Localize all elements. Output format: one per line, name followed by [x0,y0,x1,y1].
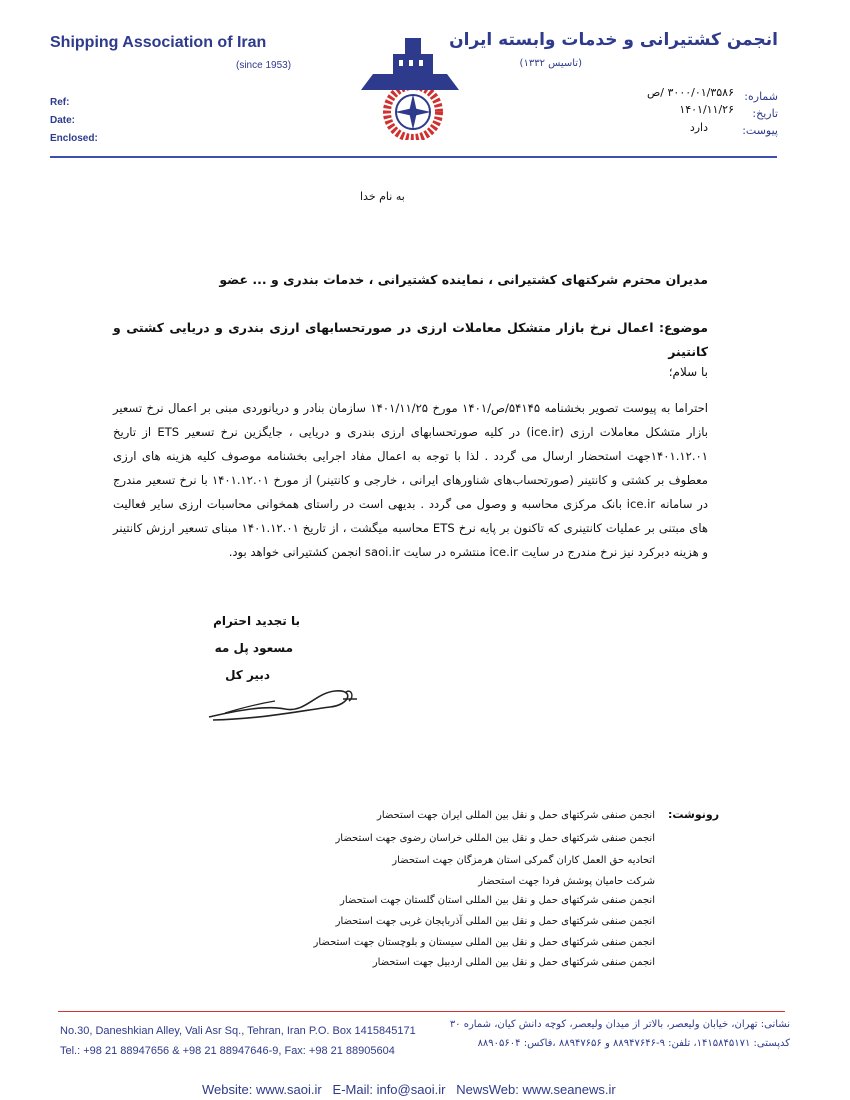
cc-item: اتحادیه حق العمل کاران گمرکی استان هرمزگان جهت استحضار [392,855,655,866]
date-label-fa: تاریخ: [752,107,778,120]
attachment-value: دارد [689,121,708,134]
cc-label: رونوشت: [668,808,720,821]
footer-divider [58,1011,785,1012]
signer-title: دبیر کل [225,668,270,682]
letter-body: احتراما به پیوست تصویر بخشنامه ۵۴۱۴۵/ص/۱۴۰۱ مورخ ۱۴۰۱/۱۱/۲۵ سازمان بنادر و دریانوردی مبنی بر اعمال نرخ تسعیر بازار متشکل معاملات ارزی (ice.ir) در کلیه صورتحسابهای ارزی بندری و دریایی ، جایگزین نرخ تسعیر ETS از تاریخ ۱۴۰۱.۱۲.۰۱جهت استحضار ارسال می گردد . لذا با توجه به اعمال مفاد اجرایی بخشنامه موصوف کلیه هزینه های ارزی معطوف بر کشتی و کانتینر (صورتحساب‌های شناورهای ایرانی ، خارجی و کانتینر) از مورخ ۱۴۰۱.۱۲.۰۱ با نرخ تسعیر مندرج در سامانه ice.ir بانک مرکزی محاسبه و وصول می گردد . بدیهی است در راستای همخوانی محاسبات ارزی سایر فعالیت های مبتنی بر عملیات کانتینری که تاکنون بر پایه نرخ ETS محاسبه میگشت ، از تاریخ ۱۴۰۱.۱۲.۰۱ مبنای تسعیر ارزش کانتینر و هزینه دبرکرد نیز نرخ مندرج در سایت ice.ir منتشره در سایت saoi.ir انجمن کشتیرانی خواهد بود. [113,401,708,559]
cc-item: انجمن صنفی شرکتهای حمل و نقل بین المللی ایران جهت استحضار [376,810,655,821]
org-name-en: Shipping Association of Iran [50,34,267,51]
enclosed-label: Enclosed: [50,133,98,144]
cc-item: انجمن صنفی شرکتهای حمل و نقل بین المللی استان گلستان جهت استحضار [340,895,655,906]
cc-item: شرکت حامیان پوشش فردا جهت استحضار [478,876,655,887]
letter-date: ۱۴۰۱/۱۱/۲۶ [679,103,734,116]
address-fa: نشانی: تهران، خیابان ولیعصر، بالاتر از میدان ولیعصر، کوچه دانش کیان، شماره ۳۰ [449,1019,790,1030]
basmala: به نام خدا [360,190,405,203]
cc-item: انجمن صنفی شرکتهای حمل و نقل بین المللی اردبیل جهت استحضار [372,957,655,968]
header-divider [50,156,777,158]
number-label-fa: شماره: [744,90,778,103]
greeting: با سلام؛ [668,365,708,379]
org-since-en: (since 1953) [236,60,292,71]
signature [205,683,365,725]
footer-web-line: Website: www.saoi.ir E-Mail: info@saoi.ir NewsWeb: www.seanews.ir [202,1082,616,1097]
ref-label: Ref: [50,97,70,108]
cc-item: انجمن صنفی شرکتهای حمل و نقل بین المللی سیستان و بلوچستان جهت استحضار [313,937,655,948]
org-since-fa: (تاسیس ۱۳۳۲) [519,58,582,69]
cc-item: انجمن صنفی شرکتهای حمل و نقل بین المللی آذربایجان غربی جهت استحضار [335,916,655,927]
subject-line: موضوع: اعمال نرخ بازار متشکل معاملات ارزی در صورتحسابهای ارزی بندری و دریایی کشتی و کانتینر [113,320,708,359]
closing: با تجدید احترام [213,614,300,628]
date-label: Date: [50,115,76,126]
letter-number: ۳۰۰۰/۰۱/۳۵۸۶ /ص [646,86,734,99]
recipients-line: مدیران محترم شرکتهای کشتیرانی ، نماینده کشتیرانی ، خدمات بندری و ... عضو [219,272,708,287]
cc-item: انجمن صنفی شرکتهای حمل و نقل بین المللی خراسان رضوی جهت استحضار [335,833,655,844]
signer-name: مسعود پل مه [214,641,293,655]
org-name-fa: انجمن کشتیرانی و خدمات وابسته ایران [449,30,778,50]
phone-fa: کدپستی: ۱۴۱۵۸۴۵۱۷۱، تلفن: ۹-۸۸۹۴۷۶۴۶ و ۸۸۹۴۷۶۵۶ ،فاکس: ۸۸۹۰۵۶۰۴ [477,1038,790,1049]
attachment-label-fa: پیوست: [742,124,778,137]
address-en: No.30, Daneshkian Alley, Vali Asr Sq., Tehran, Iran P.O. Box 1415845171 [60,1025,416,1037]
phone-en: Tel.: +98 21 88947656 & +98 21 88947646-9, Fax: +98 21 88905604 [60,1045,395,1057]
